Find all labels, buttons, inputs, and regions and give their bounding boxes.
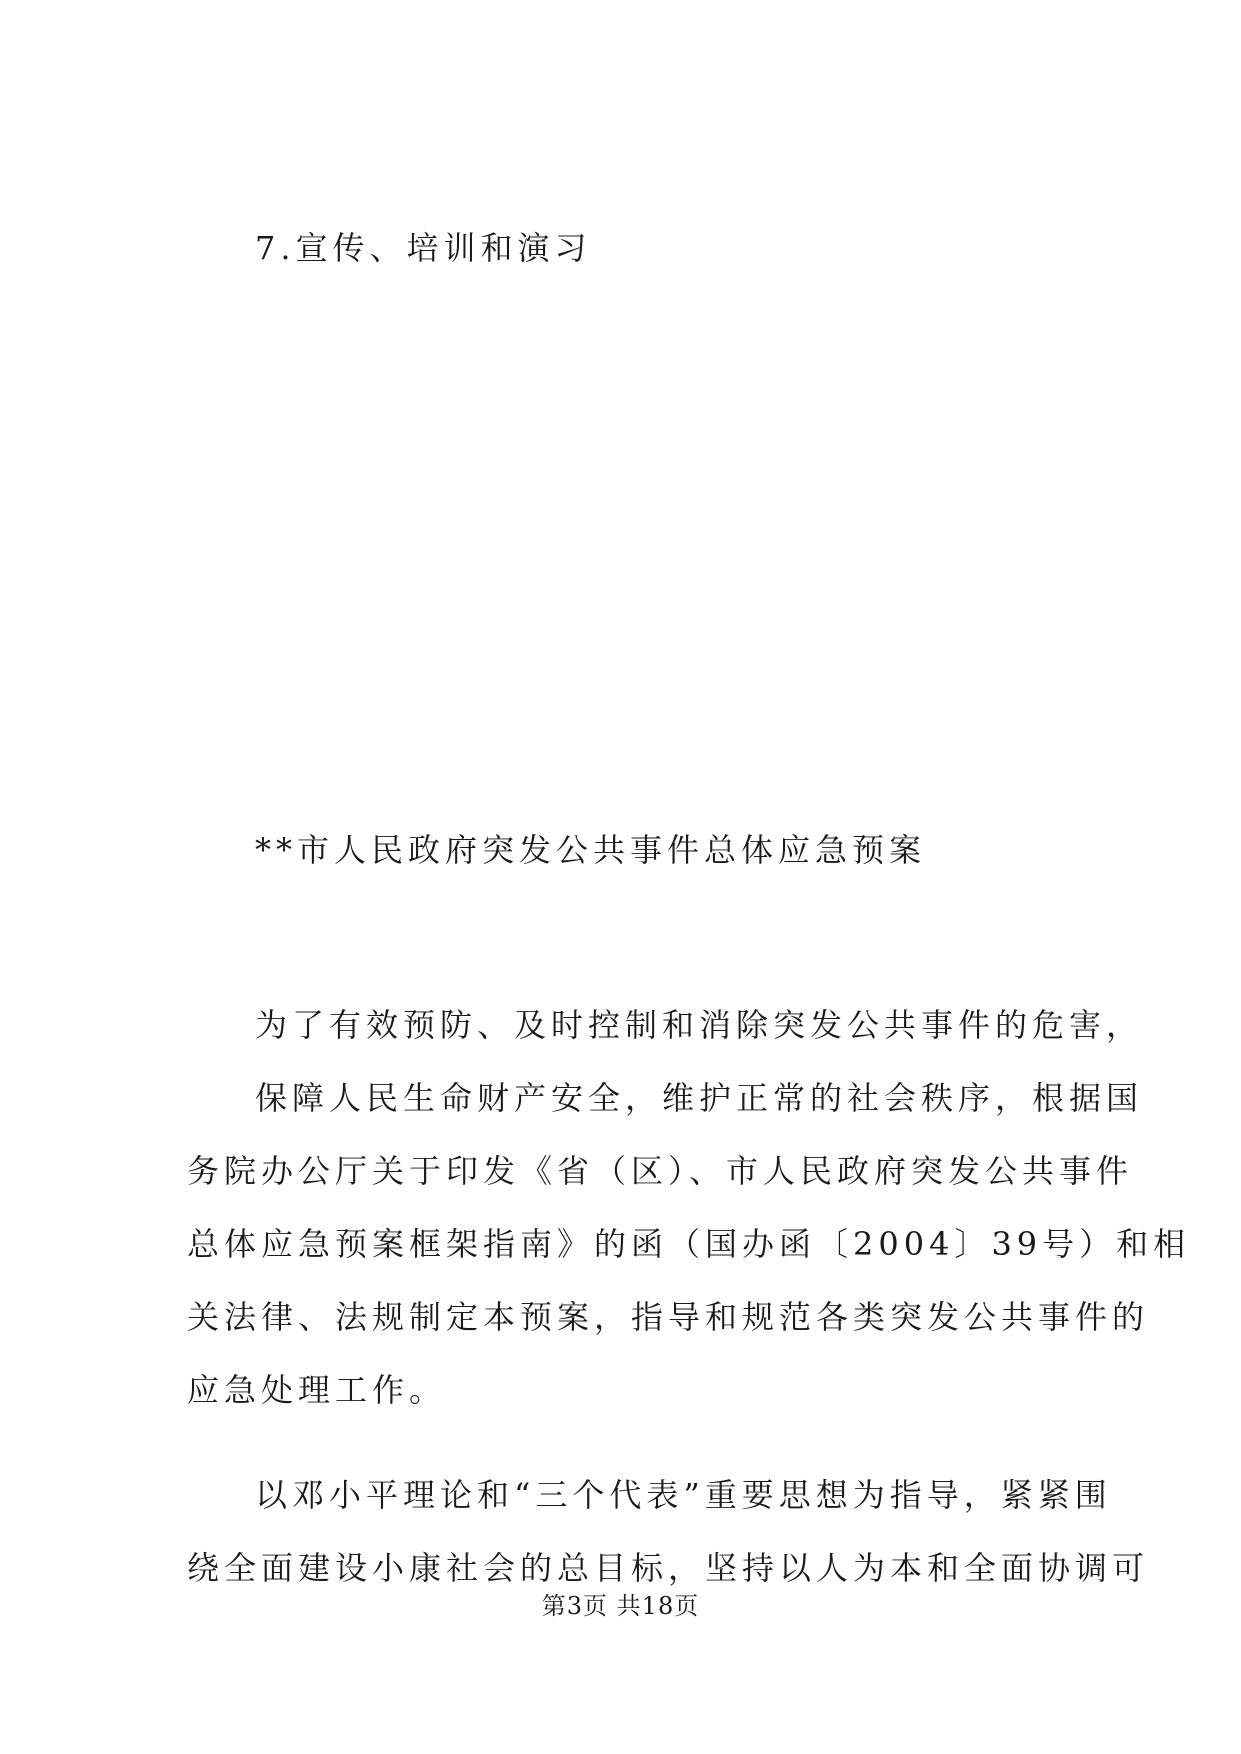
paragraph-line: 以邓小平理论和“三个代表”重要思想为指导，紧紧围 <box>255 1476 1112 1514</box>
document-title: **市人民政府突发公共事件总体应急预案 <box>255 831 927 869</box>
page-footer: 第3页 共18页 <box>541 1592 700 1620</box>
paragraph-line: 务院办公厅关于印发《省（区）、市人民政府突发公共事件 <box>187 1152 1134 1190</box>
paragraph-line: 关法律、法规制定本预案，指导和规范各类突发公共事件的 <box>187 1298 1150 1336</box>
paragraph-line: 为了有效预防、及时控制和消除突发公共事件的危害， <box>255 1006 1144 1044</box>
paragraph-line: 绕全面建设小康社会的总目标，坚持以人为本和全面协调可 <box>187 1549 1150 1587</box>
section-heading: 7.宣传、培训和演习 <box>255 229 592 267</box>
paragraph-line: 总体应急预案框架指南》的函（国办函〔2004〕39号）和相 <box>187 1225 1191 1263</box>
paragraph-line: 保障人民生命财产安全，维护正常的社会秩序，根据国 <box>255 1079 1144 1117</box>
paragraph-line: 应急处理工作。 <box>187 1371 447 1409</box>
